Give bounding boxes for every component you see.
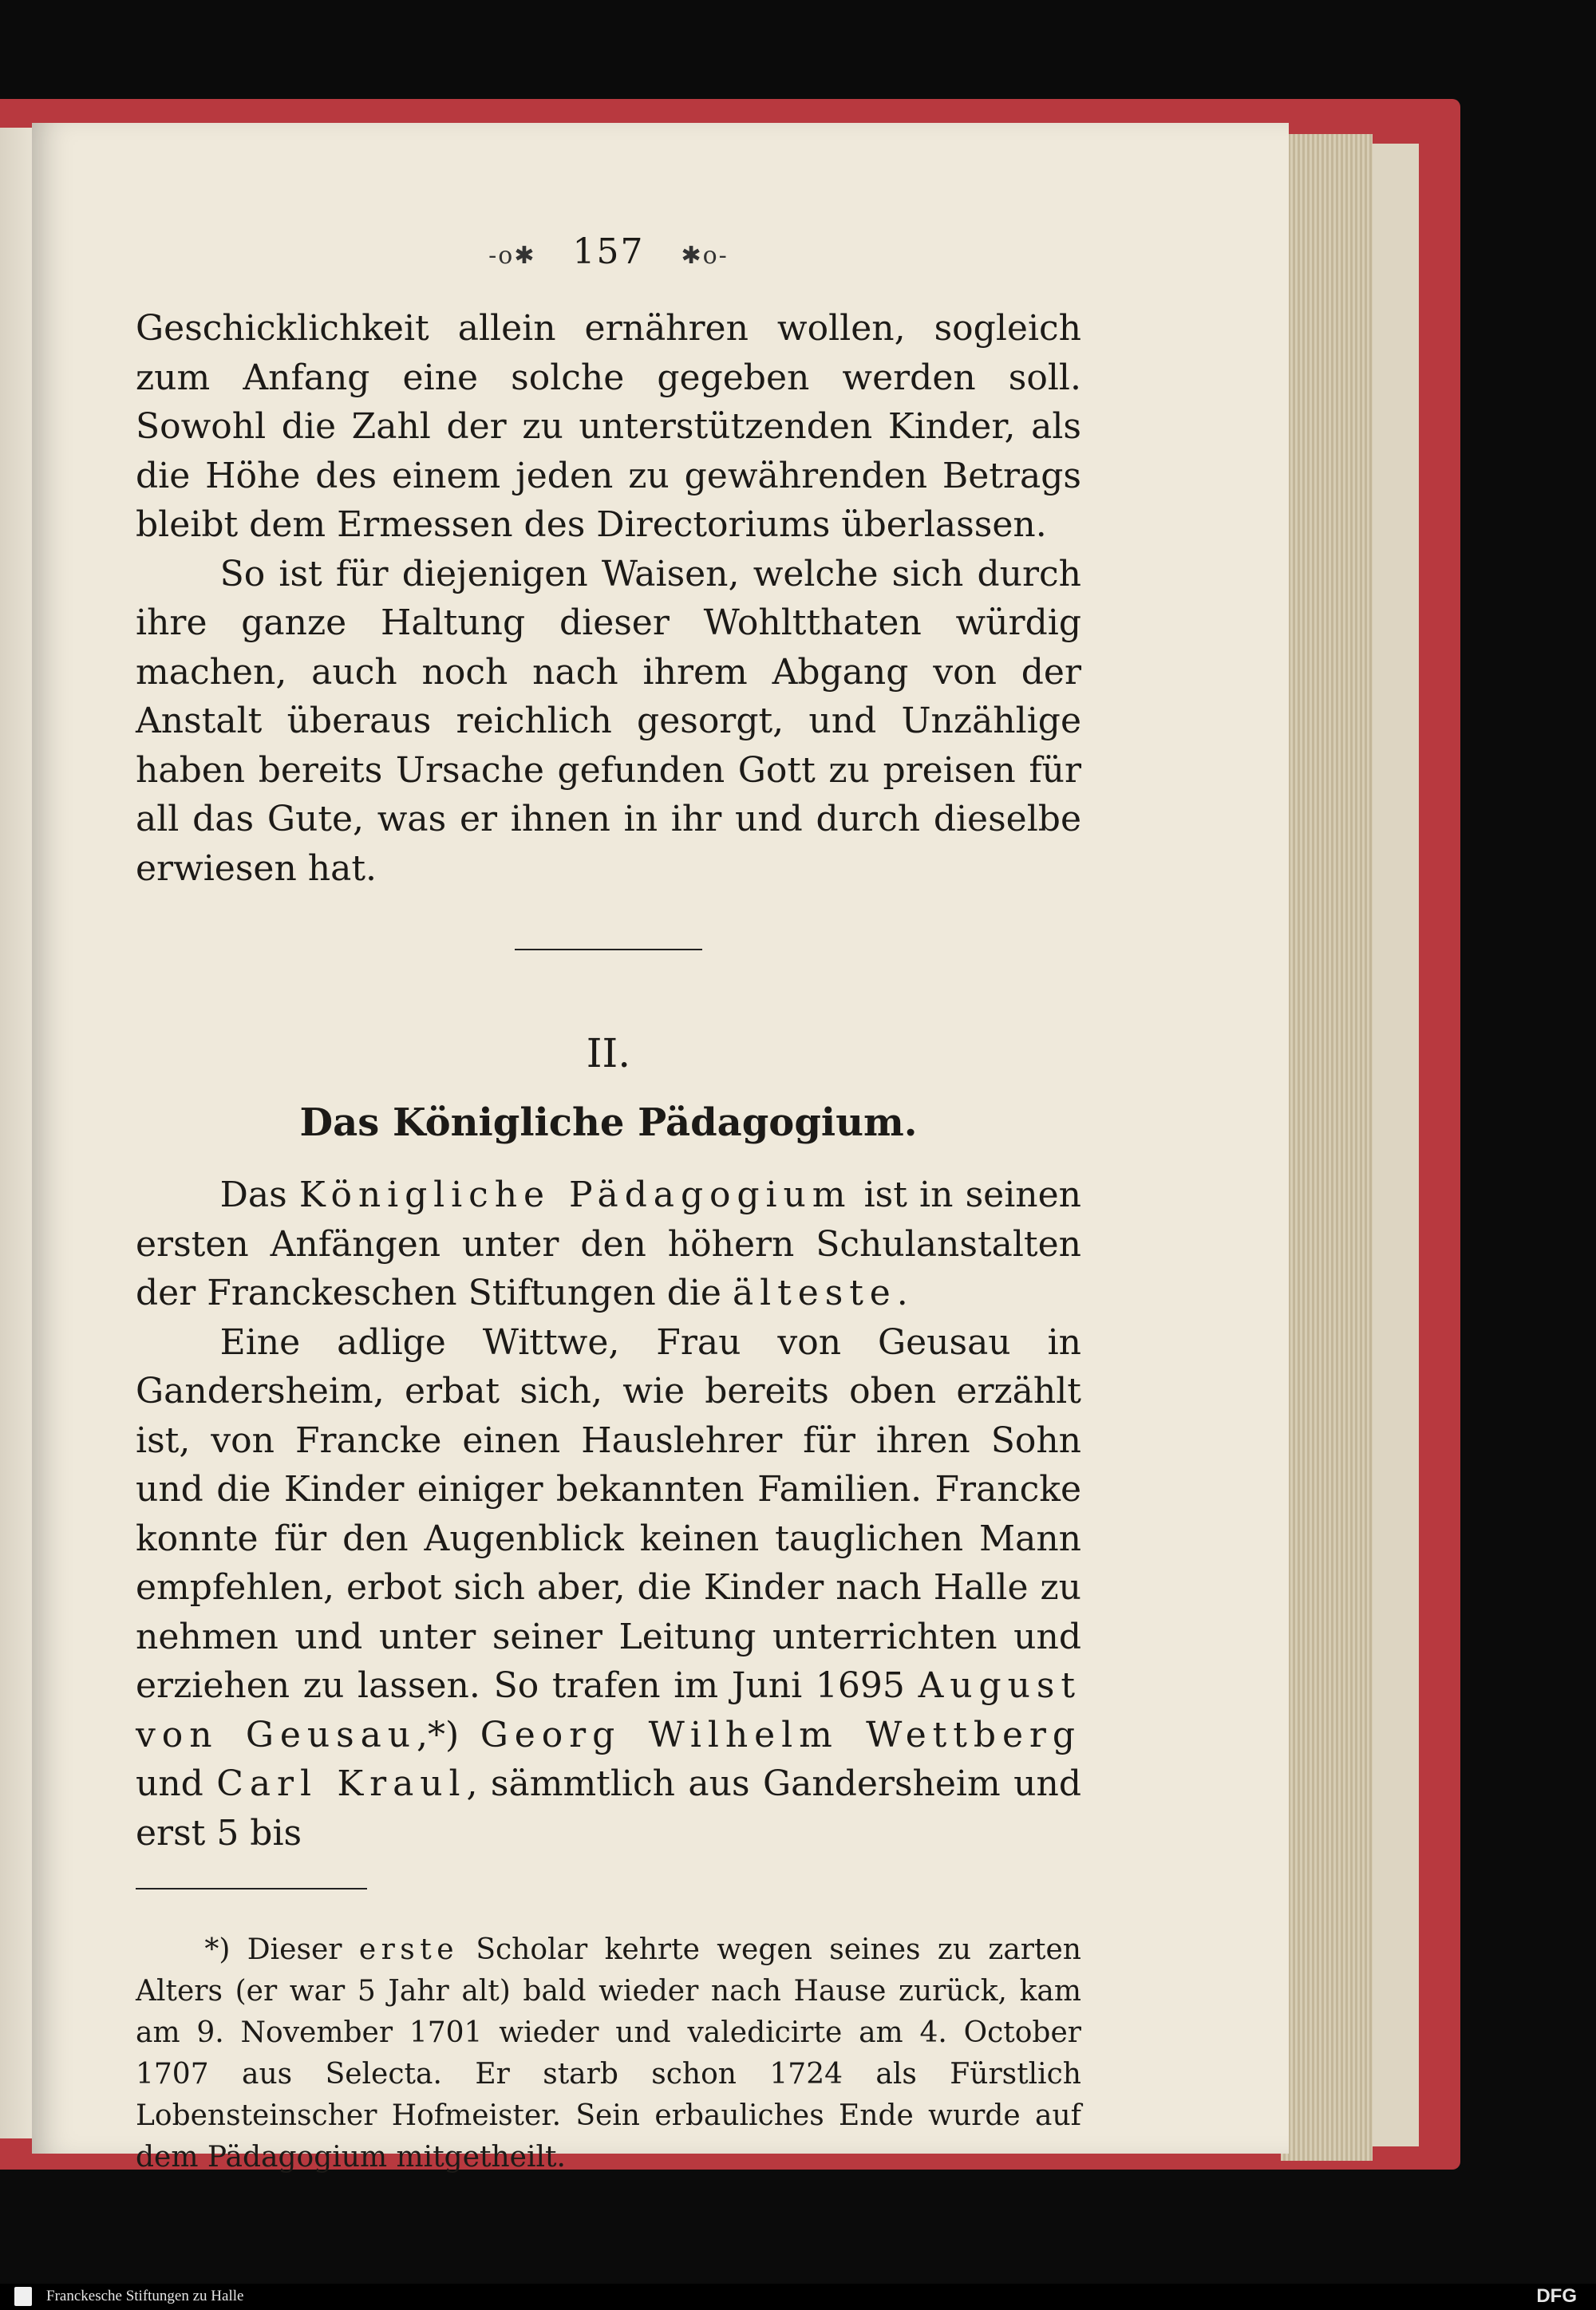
book-edge-strip	[1373, 144, 1419, 2146]
para3-pre: Das	[219, 1175, 287, 1215]
footnote	[136, 1929, 1081, 2178]
para4-und: und	[136, 1763, 203, 1804]
page-header	[136, 231, 1081, 272]
footnote-body: Scholar kehrte wegen seines zu zarten Alters (er war 5 Jahr alt) bald wieder nach Hause zurück, kam am 9. November 1701 wieder und valedicirte am 4. October 1707 aus Selecta. Er starb schon 1724 als Fürstlich Lobensteinscher Hofmeister. Sein erbauliches Ende wurde auf dem Pädagogium mitgetheilt.	[136, 1933, 1081, 2174]
para3-spaced-2: älteste	[732, 1273, 897, 1313]
paragraph-4	[136, 1318, 1081, 1858]
footnote-spaced: erste	[358, 1933, 459, 1966]
ornament-left-icon: -o✱	[488, 242, 536, 270]
section-title: Das Königliche Pädagogium.	[299, 1100, 918, 1145]
paragraph-2: So ist für diejenigen Waisen, welche sich durch ihre ganze Haltung dieser Wohltthaten würdig machen, auch noch nach ihrem Abgang von der Anstalt überaus reichlich gesorgt, und Unzählige haben bereits Ursache gefunden Gott zu preisen für all das Gute, was er ihnen in ihr und durch dieselbe erwiesen hat.	[136, 553, 1081, 889]
dfg-logo: DFG	[1536, 2285, 1577, 2307]
page-number: 157	[572, 231, 645, 272]
para4-text-1: Eine adlige Wittwe, Frau von Geusau in Gandersheim, erbat sich, wie bereits oben erzählt ist, von Francke einen Hauslehrer für ihren Sohn und die Kinder einiger bekannten Familien. Francke konnte für den Augenblick keinen tauglichen Mann empfehlen, erbot sich aber, die Kinder nach Halle zu nehmen und unter seiner Leitung unterrichten und erziehen zu lassen. So trafen im Juni 1695	[136, 1321, 1081, 1706]
footnote-text	[136, 1929, 1081, 2178]
footer-bar	[0, 2284, 1596, 2310]
ornament-right-icon: ✱o-	[681, 242, 729, 270]
page-edges	[1281, 134, 1373, 2161]
para3-post: .	[896, 1273, 908, 1313]
para3-spaced-1: Königliche Pädagogium	[298, 1175, 852, 1215]
section-divider	[515, 949, 702, 950]
para4-name-3: Carl Kraul	[216, 1763, 467, 1804]
footnote-divider	[136, 1888, 367, 1889]
page-content	[136, 231, 1081, 2178]
para3-mid: ist in seinen ersten Anfängen unter den höhern Schulanstalten der Franckeschen Stiftungen die	[136, 1175, 1081, 1313]
para4-text-2: , sämmtlich aus Gandersheim und erst 5 bis	[136, 1763, 1081, 1854]
institution-logo-icon	[14, 2287, 32, 2306]
footnote-pre: *) Dieser	[204, 1933, 342, 1966]
section-number: II.	[586, 1030, 631, 1076]
footnote-mark: ,*)	[417, 1714, 460, 1755]
paragraph-3	[136, 1171, 1081, 1318]
paragraph-1: Geschicklichkeit allein ernähren wollen, sogleich zum Anfang eine solche gegeben werden soll. Sowohl die Zahl der zu unterstützenden Kinder, als die Höhe des einem jeden zu gewährenden Betrags bleibt dem Ermessen des Directoriums überlassen.	[136, 308, 1081, 545]
para4-name-1: August von Geusau	[136, 1665, 1081, 1755]
institution-name: Franckesche Stiftungen zu Halle	[46, 2288, 244, 2304]
para4-name-2: Georg Wilhelm Wettberg	[480, 1714, 1081, 1755]
